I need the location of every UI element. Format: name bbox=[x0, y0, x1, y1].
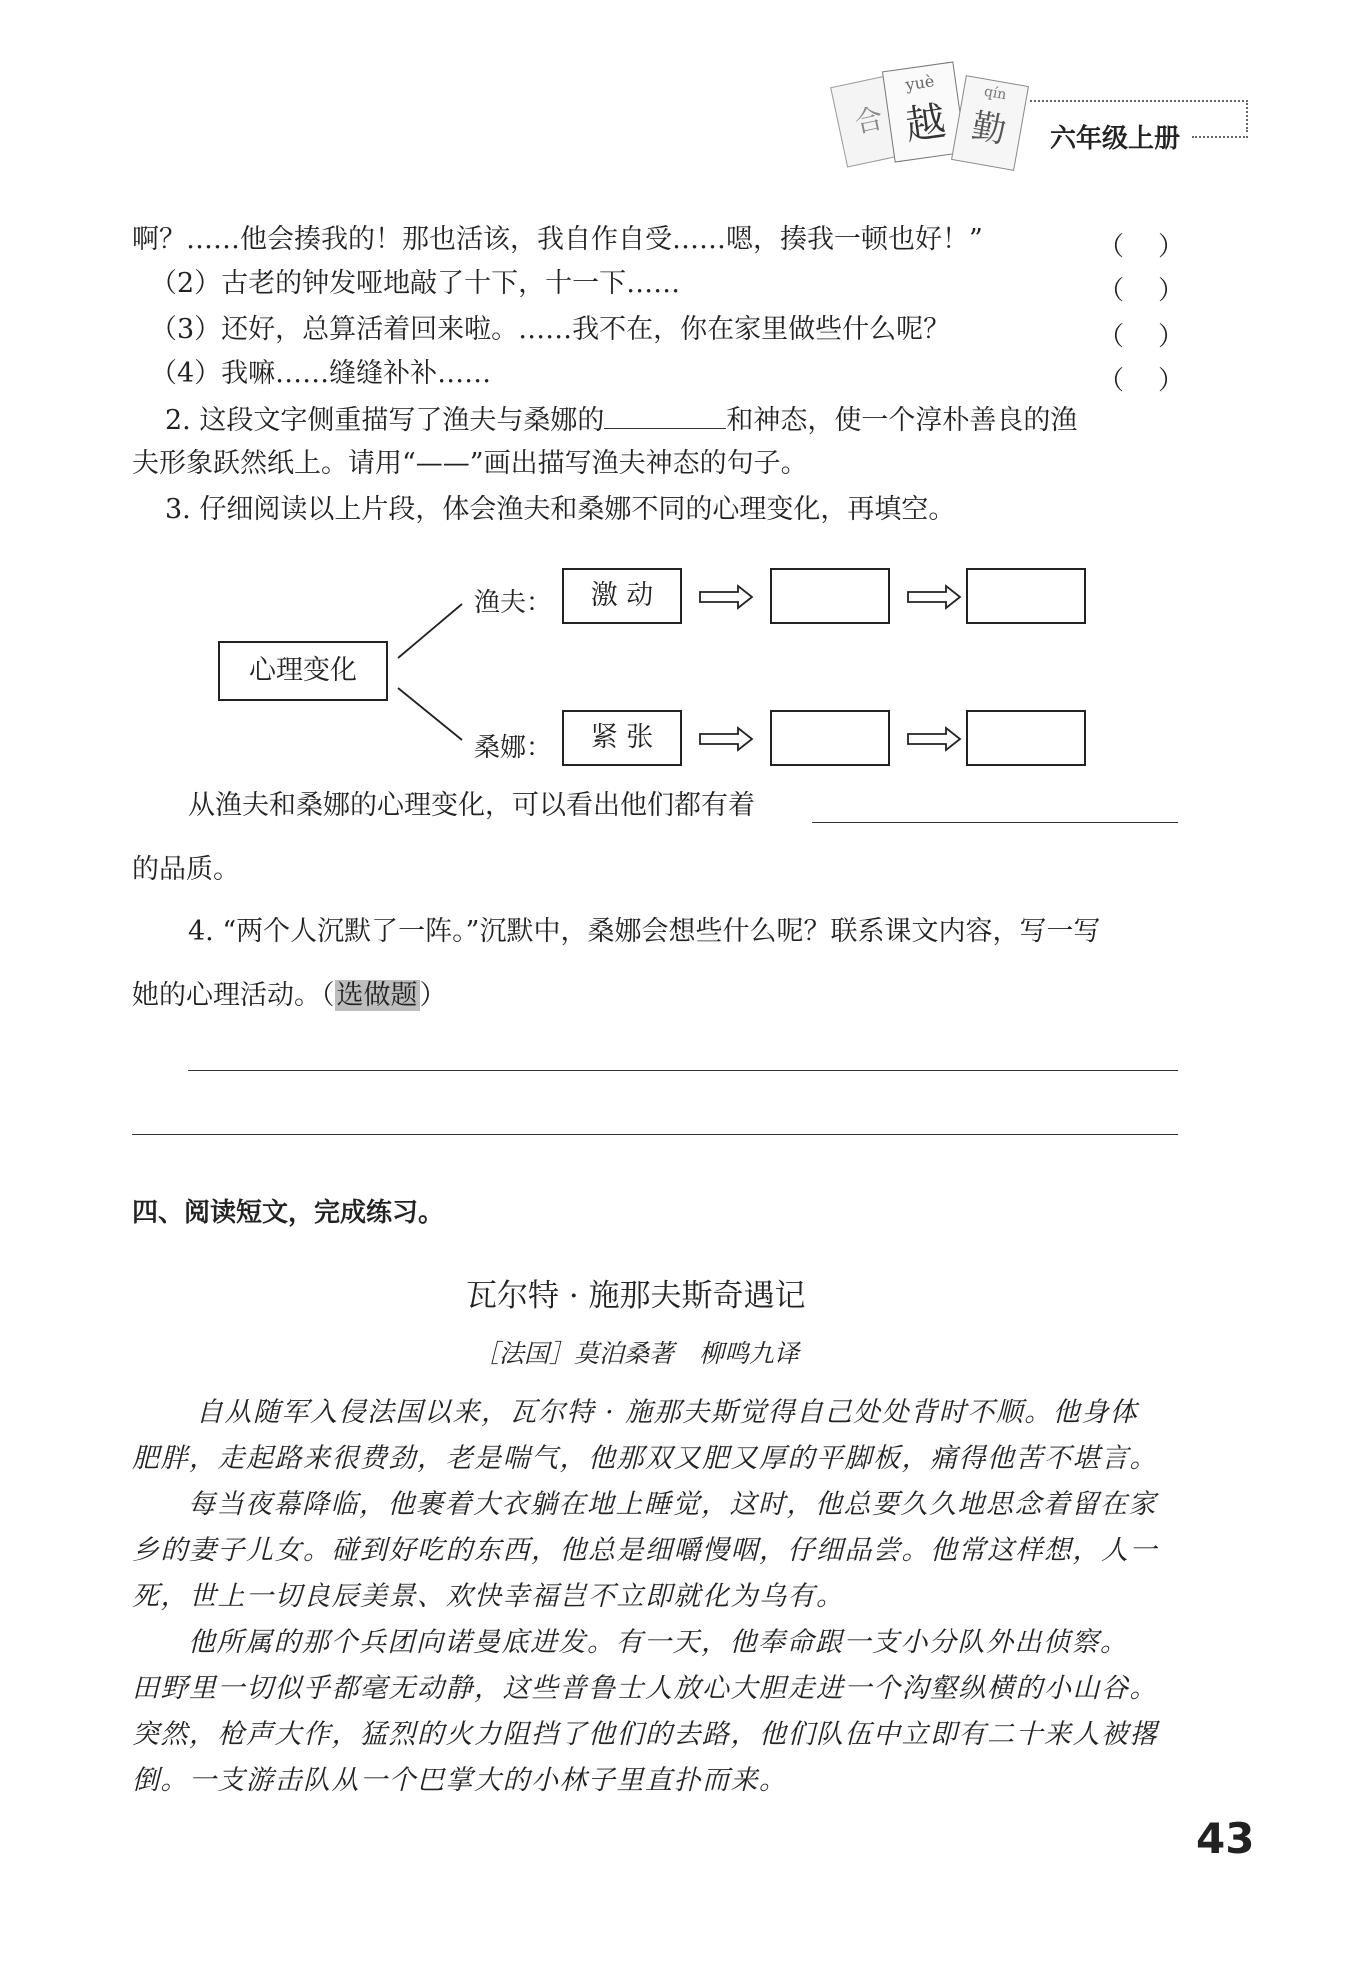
passage-title: 瓦尔特 · 施那夫斯奇遇记 bbox=[466, 1278, 806, 1314]
logo-pinyin-2: qín bbox=[982, 83, 1008, 104]
arrow-sangna-1 bbox=[700, 728, 752, 750]
center-box bbox=[218, 641, 388, 701]
sangna-start-box bbox=[562, 710, 682, 766]
q2-fill-blank[interactable] bbox=[604, 404, 726, 429]
passage-p3-line-2: 田野里一切似乎都毫无动静，这些普鲁士人放心大胆走进一个沟壑纵横的小山谷。 bbox=[132, 1673, 1158, 1704]
header-dotted-line-top bbox=[1030, 100, 1248, 102]
q4-line-2-text: 她的心理活动。（ bbox=[132, 980, 335, 1011]
q1-line-0: 啊？……他会揍我的！那也活该，我自作自受……嗯，揍我一顿也好！” bbox=[132, 224, 983, 255]
q2-text-part2: 和神态，使一个淳朴善良的渔 bbox=[726, 405, 1078, 436]
fisher-label: 渔夫： bbox=[474, 588, 553, 618]
q3-conclusion-blank[interactable] bbox=[812, 822, 1178, 823]
fisher-start-box bbox=[562, 568, 682, 624]
q4-answer-line-1[interactable] bbox=[188, 1070, 1178, 1071]
logo-card-right bbox=[951, 75, 1029, 171]
sangna-label: 桑娜： bbox=[474, 733, 553, 763]
q3-conclusion-line-2: 的品质。 bbox=[132, 854, 240, 885]
passage-p3-line-3: 突然，枪声大作，猛烈的火力阻挡了他们的去路，他们队伍中立即有二十来人被撂 bbox=[132, 1719, 1158, 1750]
logo-char-2: 越 bbox=[902, 98, 949, 150]
sangna-start-label: 紧 张 bbox=[590, 722, 654, 753]
q3-conclusion-line-1: 从渔夫和桑娜的心理变化，可以看出他们都有着 bbox=[188, 790, 755, 821]
q1-answer-paren-2: （ ） bbox=[1098, 322, 1185, 352]
arrow-fisher-1 bbox=[700, 586, 752, 608]
passage-p2-line-3: 死，世上一切良辰美景、欢快幸福岂不立即就化为乌有。 bbox=[132, 1581, 845, 1612]
passage-p3-line-1: 他所属的那个兵团向诺曼底进发。有一天，他奉命跟一支小分队外出侦察。 bbox=[188, 1627, 1129, 1658]
arrow-sangna-2 bbox=[908, 728, 960, 750]
q3-prompt: 3. 仔细阅读以上片段，体会渔夫和桑娜不同的心理变化，再填空。 bbox=[165, 494, 956, 525]
header-logo bbox=[830, 60, 1030, 180]
q1-line-2: （3）还好，总算活着回来啦。……我不在，你在家里做些什么呢？ bbox=[150, 314, 951, 345]
passage-p2-line-2: 乡的妻子儿女。碰到好吃的东西，他总是细嚼慢咽，仔细品尝。他常这样想，人一 bbox=[132, 1535, 1158, 1566]
q1-line-1: （2）古老的钟发哑地敲了十下，十一下…… bbox=[150, 268, 681, 299]
passage-p1-line-2: 肥胖，走起路来很费劲，老是喘气，他那双又肥又厚的平脚板，痛得他苦不堪言。 bbox=[132, 1443, 1158, 1474]
page-number: 43 bbox=[1196, 1814, 1255, 1863]
q2-text-part1: 2. 这段文字侧重描写了渔夫与桑娜的 bbox=[165, 405, 605, 436]
q4-line-1: 4. “两个人沉默了一阵。”沉默中，桑娜会想些什么呢？联系课文内容，写一写 bbox=[188, 916, 1101, 947]
arrow-fisher-2 bbox=[908, 586, 960, 608]
logo-char-3: 勤 bbox=[968, 106, 1010, 152]
fisher-blank-box-2[interactable] bbox=[966, 568, 1086, 624]
sangna-blank-box-2[interactable] bbox=[966, 710, 1086, 766]
header-dotted-line-right bbox=[1246, 100, 1248, 132]
passage-p2-line-1: 每当夜幕降临，他裹着大衣躺在地上睡觉，这时，他总要久久地思念着留在家 bbox=[188, 1489, 1157, 1520]
q1-answer-paren-3: （ ） bbox=[1098, 366, 1185, 396]
q2-line-2: 夫形象跃然纸上。请用“——”画出描写渔夫神态的句子。 bbox=[132, 448, 808, 479]
q2-line-1 bbox=[165, 404, 1077, 434]
section-4-heading: 四、阅读短文，完成练习。 bbox=[132, 1198, 445, 1228]
q4-answer-line-2[interactable] bbox=[132, 1134, 1178, 1135]
q1-answer-paren-1: （ ） bbox=[1098, 276, 1185, 306]
q1-answer-paren-0: （ ） bbox=[1098, 232, 1185, 262]
optional-question-tag: 选做题 bbox=[336, 980, 418, 1011]
fisher-blank-box-1[interactable] bbox=[770, 568, 890, 624]
fisher-start-label: 激 动 bbox=[590, 580, 654, 611]
center-box-label: 心理变化 bbox=[249, 655, 357, 686]
q1-line-3: （4）我嘛……缝缝补补…… bbox=[150, 358, 492, 389]
logo-pinyin-1: yuè bbox=[904, 71, 936, 95]
q4-line-2-close: ） bbox=[419, 980, 447, 1011]
grade-label: 六年级上册 bbox=[1050, 124, 1181, 154]
q4-line-2 bbox=[132, 982, 447, 1009]
header-dotted-line-bottom bbox=[1192, 136, 1248, 138]
passage-p3-line-4: 倒。一支游击队从一个巴掌大的小林子里直扑而来。 bbox=[132, 1765, 788, 1796]
sangna-blank-box-1[interactable] bbox=[770, 710, 890, 766]
passage-p1-line-1: 自从随军入侵法国以来，瓦尔特 · 施那夫斯觉得自己处处背时不顺。他身体 bbox=[196, 1397, 1139, 1428]
logo-char-1: 合 bbox=[851, 101, 887, 140]
passage-author: ［法国］莫泊桑著 柳鸣九译 bbox=[474, 1339, 800, 1368]
